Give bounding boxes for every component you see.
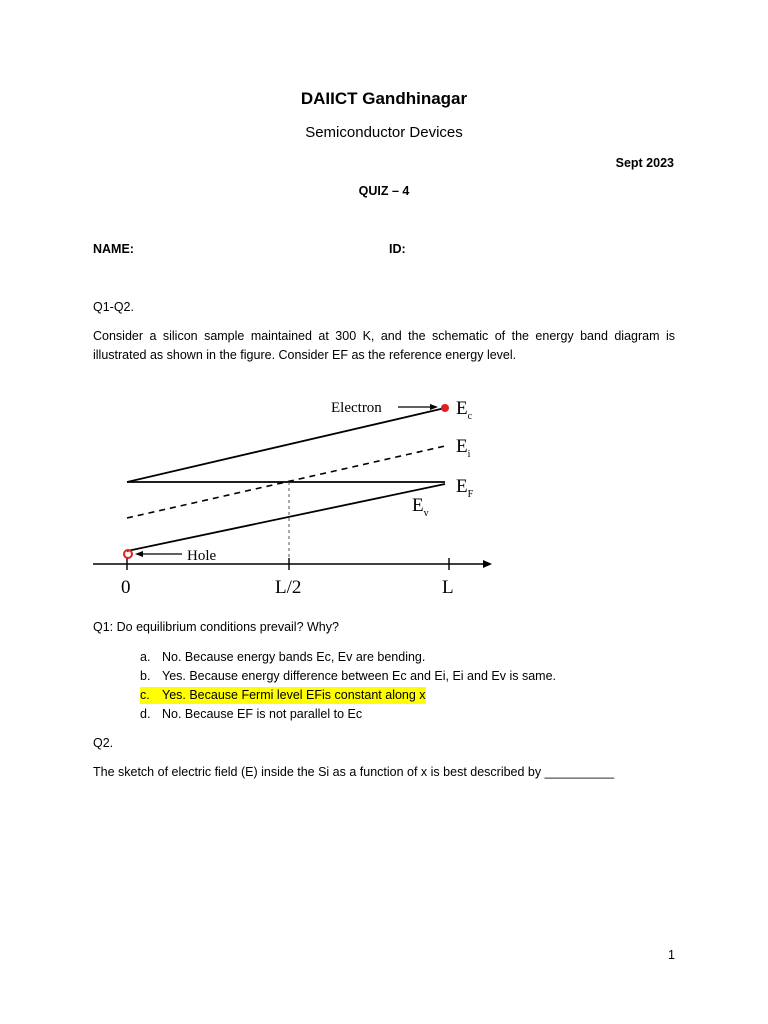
electron-label: Electron (331, 400, 382, 416)
option-text: No. Because energy bands Ec, Ev are bending. (162, 650, 426, 664)
ec-label: $E_c$ (456, 398, 473, 422)
quiz-number: QUIZ – 4 (358, 184, 410, 198)
q1-option-c-highlighted (140, 687, 426, 704)
option-marker: b. (140, 669, 151, 683)
q1q2-heading: Q1-Q2. (93, 300, 134, 314)
option-marker: a. (140, 650, 151, 664)
institution-title: DAIICT Gandhinagar (300, 89, 468, 108)
energy-band-diagram (0, 385, 768, 600)
option-text: No. Because EF is not parallel to Ec (162, 707, 363, 721)
hole-label: Hole (187, 548, 217, 564)
ec-line (127, 408, 445, 482)
q1q2-intro: Consider a silicon sample maintained at 300 K, and the schematic of the energy band diagram is illustrated as shown in the figure. Consider EF as the reference energy level. (93, 329, 675, 362)
electron-dot (441, 404, 449, 412)
q1-question: Q1: Do equilibrium conditions prevail? Why? (93, 620, 339, 634)
ev-line (127, 484, 445, 551)
q1-option-d (140, 706, 362, 723)
page-number: 1 (668, 948, 675, 962)
q1-option-a (140, 649, 425, 666)
q2-heading: Q2. (93, 736, 114, 750)
ei-label: $E_i$ (456, 436, 471, 460)
option-text: Yes. Because energy difference between Ec and Ei, Ei and Ev is same. (162, 669, 556, 683)
tick-label-l-half: L/2 (275, 577, 302, 598)
option-text: Yes. Because Fermi level EFis constant along x (162, 688, 426, 702)
option-marker: d. (140, 707, 151, 721)
q2-question: The sketch of electric field (E) inside the Si as a function of x is best described by __________ (93, 765, 615, 779)
id-label: ID: (389, 242, 406, 256)
course-subtitle: Semiconductor Devices (305, 124, 463, 141)
ev-label: $E_v$ (412, 495, 429, 519)
tick-label-l: L (442, 577, 454, 598)
option-marker: c. (140, 688, 150, 702)
name-label: NAME: (93, 242, 134, 256)
tick-label-0: 0 (121, 577, 131, 598)
hole-arrowhead (135, 551, 143, 557)
q1-option-b (140, 668, 556, 685)
x-axis-arrowhead (483, 560, 492, 568)
quiz-date: Sept 2023 (615, 156, 674, 170)
ef-label: $E_F$ (456, 476, 474, 500)
